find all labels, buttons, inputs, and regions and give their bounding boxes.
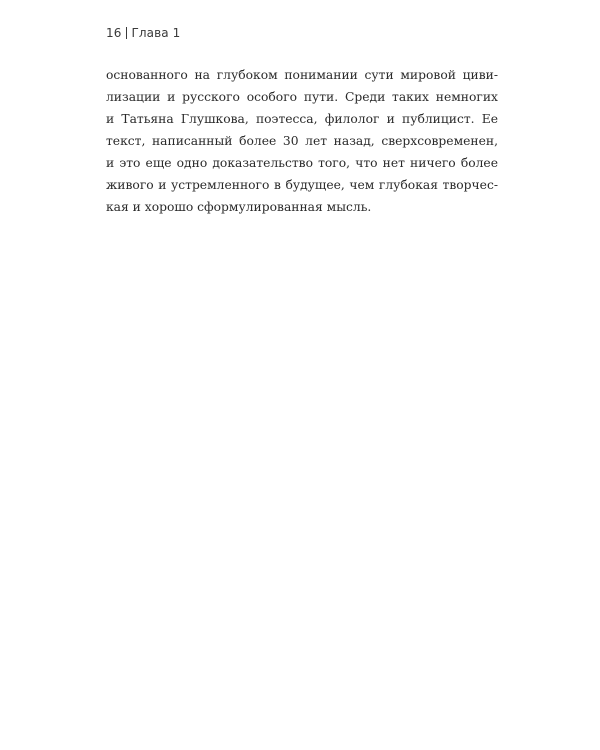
text-line: лизации и русского особого пути. Среди таких немногих	[106, 90, 498, 104]
text-line: основанного на глубоком понимании сути мировой циви-	[106, 68, 498, 82]
chapter-title: Глава 1	[131, 26, 181, 40]
text-line: и это еще одно доказательство того, что нет ничего более	[106, 156, 498, 170]
header-divider	[126, 27, 127, 39]
body-paragraph	[106, 64, 498, 218]
text-line: живого и устремленного в будущее, чем глубокая творчес-	[106, 178, 498, 192]
text-line: текст, написанный более 30 лет назад, сверхсовременен,	[106, 134, 498, 148]
text-line: и Татьяна Глушкова, поэтесса, филолог и публицист. Ее	[106, 112, 498, 126]
text-line: кая и хорошо сформулированная мысль.	[106, 200, 372, 214]
page-number: 16	[106, 26, 122, 40]
running-head	[106, 26, 180, 40]
